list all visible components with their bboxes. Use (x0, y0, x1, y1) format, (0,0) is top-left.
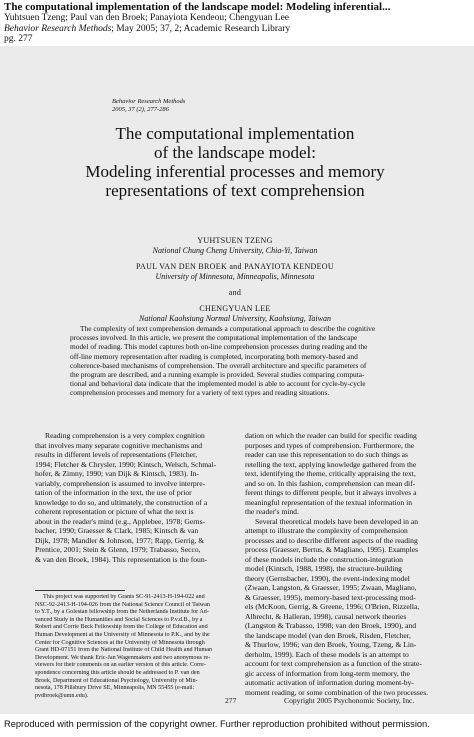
footnote-line: NSC-92-2413-H-194-026 from the National Science Council of Taiwan (35, 601, 210, 608)
abstract-line: comprehension processes and memory for a variety of text types and reading situations. (70, 388, 330, 398)
title-line: Modeling inferential processes and memory (85, 162, 385, 181)
abstract-line: The complexity of text comprehension demands a computational approach to describe the cognitive (80, 324, 376, 333)
footnote-line: Broek, Department of Educational Psychology, University of Min- (35, 677, 198, 684)
body-line: meaningful representation of the textual information in (245, 497, 413, 507)
body-line: automatic activation of information during moment-by- (245, 678, 414, 687)
body-line: coherent representation or picture of what the text is (35, 507, 194, 516)
abstract-line: the program are described, and a running example is provided. Several studies comparing computa- (70, 370, 365, 380)
body-line: retelling the text, applying knowledge gathered from the (245, 459, 417, 469)
body-line: purposes and types of comprehension. Furthermore, the (245, 440, 415, 450)
body-line: els (McKoon, Gerrig, & Greene, 1996; O'Brien, Rizzella, (245, 602, 420, 611)
scanned-page (0, 46, 474, 714)
author-conjunction: and (228, 288, 242, 297)
article-title-header: The computational implementation of the landscape model: Modeling inferential... (4, 1, 391, 13)
body-line: knowledge to do so, and ultimately, the construction of a (35, 497, 208, 507)
body-line: (Langston & Trabasso, 1998; van den Broek, 1990), and (245, 621, 417, 630)
abstract-line: off-line memory representation after reading is completed, incorporating both memory-based and (70, 351, 358, 361)
journal-name: Behavior Research Methods (4, 23, 112, 34)
footnote-line: vanced Study in the Humanities and Social Sciences to P.v.d.B., by a (35, 616, 203, 623)
body-line: hofer, & Zimny, 1990; van Dijk & Kintsch, 1983). In- (35, 469, 199, 478)
body-line: moment reading, or some combination of the two processes. (245, 687, 429, 697)
footnote-line: This project was supported by Grants SC-91-2413-H-194-022 and (43, 594, 205, 600)
article-title (60, 124, 410, 200)
body-line: results in different levels of representations (Fletcher, (35, 450, 198, 459)
body-line: Reading comprehension is a very complex cognition (45, 431, 205, 440)
title-line: of the landscape model: (154, 143, 316, 162)
copyright-notice: Copyright 2005 Psychonomic Society, Inc. (284, 696, 415, 705)
body-line: that involves many separate cognitive mechanisms and (35, 440, 203, 450)
body-line: model (Kintsch, 1988, 1998), the structure-building (245, 564, 402, 573)
footnote-line: pvdbroek@umn.edu). (35, 692, 89, 699)
title-line: representations of text comprehension (105, 181, 365, 200)
body-line: about in the reader's mind (e.g., Applebee, 1978; Gerns- (35, 516, 206, 526)
body-line: the reader's mind. (245, 507, 299, 516)
journal-info-volume: 2005, 37 (2), 277-286 (112, 106, 169, 113)
page-reference: pg. 277 (4, 34, 33, 44)
footnote-line: viewers for their comments on an earlier version of this article. Corre- (35, 662, 206, 669)
body-line: Albrecht, & Halleran, 1998), causal network theories (245, 611, 407, 621)
body-line: tation of the information in the text, the use of prior (35, 488, 192, 497)
abstract-line: tional and behavioral data indicate that the implemented model is able to account for cycle-by-cycle (70, 379, 366, 389)
body-line: reader can use this representation to do such things as (245, 450, 409, 459)
footnote-line: nesota, 178 Pillsbury Drive SE, Minneapolis, MN 55455 (e-mail: (35, 685, 195, 692)
body-line: & van den Broek, 1984). This representation is the foun- (35, 554, 208, 564)
journal-info-name: Behavior Research Methods (112, 98, 186, 105)
footnote-line: Center for Cognitive Sciences at the University of Minnesota through (35, 639, 205, 646)
body-line: gic access of information from long-term memory, the (245, 668, 410, 678)
author-list: Yuhtsuen Tzeng; Paul van den Broek; Panayiota Kendeou; Chengyuan Lee (4, 13, 290, 23)
journal-info (112, 98, 185, 114)
abstract-line: processes involved. In this article, we present the computational implementation of the landscape (70, 333, 358, 343)
body-line: process (Graesser, Bertus, & Magliano, 1995). Examples (245, 545, 419, 554)
body-line: of these models include the construction-integration (245, 554, 403, 564)
body-left-column (35, 431, 231, 564)
body-line: theory (Gernsbacher, 1990), the event-indexing model (245, 573, 410, 583)
body-line: account for text comprehension as a function of the strate- (245, 659, 422, 668)
footnote-line: Grant HD-07151 from the National Institute of Child Health and Human (35, 647, 213, 654)
page-number: 277 (225, 696, 237, 705)
body-line: text, identifying the theme, critically appraising the text, (245, 469, 416, 478)
body-line: & Graesser, 1995), memory-based text-processing mod- (245, 592, 416, 602)
body-line: (Zwaan, Langston, & Graesser, 1995; Zwaan, Magliano, (245, 583, 417, 592)
author-name: YUHTSUEN TZENG (197, 236, 273, 245)
body-line: Prentice, 2001; Stein & Glenn, 1979; Trabasso, Secco, (35, 545, 201, 554)
body-line: bacher, 1990; Graesser & Clark, 1985; Kintsch & van (35, 526, 199, 535)
body-line: variably, comprehension is assumed to involve interpre- (35, 478, 206, 488)
journal-citation (4, 24, 472, 35)
body-line: ferent things to different people, but it always involves a (245, 488, 417, 497)
body-line: 1994; Fletcher & Chrysler, 1990; Kintsch, Welsch, Schmal- (35, 459, 217, 469)
abstract-line: model of reading. This model captures both on-line comprehension processes during reading and the (70, 342, 368, 352)
abstract-line: coherence-based mechanisms of comprehension. The overall architecture and specific parameters of (70, 360, 367, 370)
body-line: attempt to illustrate the complexity of comprehension (245, 526, 408, 535)
footnote-line: Human Development at the University of Minnesota to P.K., and by the (35, 631, 210, 638)
author-block (60, 236, 410, 324)
body-line: dation on which the reader can build for specific reading (245, 431, 417, 440)
footnote-line: to Y.T., by a Golestan fellowship from the Netherlands Institute for Ad- (35, 609, 209, 616)
body-line: the landscape model (van den Broek, Risden, Fletcher, (245, 630, 411, 640)
author-name: CHENGYUAN LEE (199, 304, 271, 313)
author-name: PAUL VAN DEN BROEK and PANAYIOTA KENDEOU (136, 262, 334, 271)
abstract (70, 324, 404, 398)
citation-details: ; May 2005; 37, 2; Academic Research Library (111, 23, 291, 34)
footnote-line: Development. We thank Eric-Jan Wagenmakers and two anonymous re- (35, 654, 211, 661)
footnote-line: spondence concerning this article should be addressed to P. van den (35, 669, 200, 676)
author-affiliation: National Chung Cheng University, Chia-Yi, Taiwan (152, 246, 318, 255)
footnote-line: Robert and Corrie Beck Fellowship from the College of Education and (35, 624, 208, 631)
footnote-rule (35, 590, 125, 591)
footnote (35, 594, 235, 700)
body-right-column (245, 431, 441, 697)
title-line: The computational implementation (115, 124, 355, 143)
body-line: & Thurlow, 1996; van den Broek, Young, Tzeng, & Lin- (245, 640, 417, 649)
author-affiliation: National Kaohsiung Normal University, Kaohsiung, Taiwan (139, 314, 331, 323)
body-line: and so on. In this fashion, comprehension can mean dif- (245, 478, 416, 488)
body-line: Dijk, 1978; Mandler & Johnson, 1977; Rapp, Gerrig, & (35, 535, 205, 545)
body-line: derholm, 1999). Each of these models is an attempt to (245, 649, 409, 659)
author-affiliation: University of Minnesota, Minneapolis, Minnesota (155, 272, 315, 281)
body-line: processes and to describe different aspects of the reading (245, 535, 418, 545)
reproduction-notice: Reproduced with permission of the copyright owner. Further reproduction prohibited without permission. (4, 719, 430, 729)
citation-header (4, 1, 472, 45)
body-line: Several theoretical models have been developed in an (255, 516, 418, 526)
